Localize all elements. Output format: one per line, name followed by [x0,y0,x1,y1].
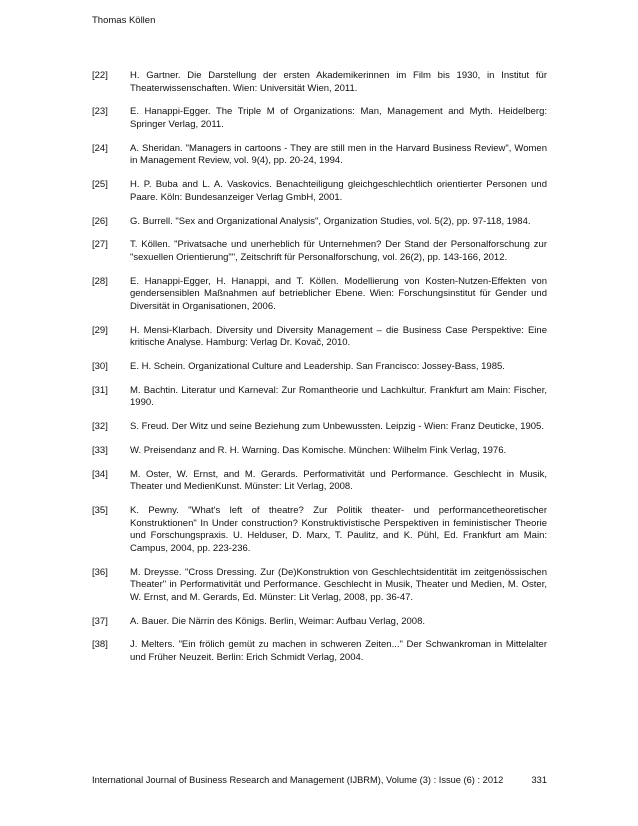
reference-item [92,216,547,229]
reference-text: A. Bauer. Die Närrin des Königs. Berlin, Weimar: Aufbau Verlag, 2008. [130,615,426,627]
reference-number: [22] [92,70,108,81]
page-number: 331 [531,775,547,785]
reference-text: T. Köllen. "Privatsache und unerheblich für Unternehmen? Der Stand der Personalforschung zur "sexuellen Orientierung"", Zeitschrift für Personalforschung, vol. 26(2), pp. 143-166, 2012. [130,239,547,263]
reference-number: [35] [92,505,108,517]
reference-item [92,106,547,131]
reference-text: W. Preisendanz and R. H. Warning. Das Komische. München: Wilhelm Fink Verlag, 1976. [130,444,507,456]
reference-item [92,179,547,204]
reference-number: [27] [92,239,108,251]
reference-text: E. Hanappi-Egger, H. Hanappi, and T. Köllen. Modellierung von Kosten-Nutzen-Effekten von gendersensiblen Maßnahmen auf betrieblicher Ebene. Wien: Forschungsinstitut für Gender und Diversität in Organisationen, 2006. [130,275,547,312]
reference-item [92,325,547,350]
reference-item [92,616,547,629]
reference-text: K. Pewny. "What's left of theatre? Zur Politik theater- und performancetheoretischer Konstruktionen" In Under construction? Konstruktivistische Perspektiven in feministischer Theorie und Forschungspraxis. U. Helduser, D. Marx, T. Paulitz, and K. Pühl, Ed. Frankfurt am Main: Campus, 2004, pp. 223-236. [130,505,547,554]
reference-item [92,505,547,555]
reference-text: S. Freud. Der Witz und seine Beziehung zum Unbewussten. Leipzig - Wien: Franz Deuticke, 1905. [130,421,544,433]
page-footer [92,775,547,785]
reference-number: [34] [92,468,108,480]
reference-item [92,70,547,95]
reference-number: [37] [92,615,108,627]
reference-item [92,421,547,434]
reference-number: [28] [92,275,108,287]
reference-item [92,445,547,458]
reference-number: [29] [92,324,108,336]
reference-item [92,143,547,168]
reference-text: J. Melters. "Ein frölich gemüt zu machen in schweren Zeiten..." Der Schwankroman in Mittelalter und Früher Neuzeit. Berlin: Erich Schmidt Verlag, 2004. [130,639,547,663]
reference-text: A. Sheridan. "Managers in cartoons - They are still men in the Harvard Business Review", Women in Management Review, vol. 9(4), pp. 20-24, 1994. [130,142,547,167]
reference-item [92,469,547,494]
reference-number: [33] [92,444,108,456]
reference-list [92,70,547,676]
reference-number: [23] [92,106,108,118]
reference-item [92,239,547,264]
reference-number: [25] [92,179,108,191]
reference-item [92,361,547,374]
reference-item [92,567,547,605]
reference-text: E. H. Schein. Organizational Culture and Leadership. San Francisco: Jossey-Bass, 1985. [130,361,505,372]
reference-number: [26] [92,215,108,227]
reference-text: M. Bachtin. Literatur und Karneval: Zur Romantheorie und Lachkultur. Frankfurt am Main: Fischer, 1990. [130,384,547,409]
reference-text: G. Burrell. "Sex and Organizational Analysis", Organization Studies, vol. 5(2), pp. 97-118, 1984. [130,215,531,227]
reference-number: [36] [92,566,108,578]
reference-text: H. Gartner. Die Darstellung der ersten Akademikerinnen im Film bis 1930, in Institut für Theaterwissenschaften. Wien: Universität Wien, 2011. [130,70,547,94]
reference-number: [31] [92,384,108,396]
reference-number: [24] [92,142,108,154]
reference-item [92,385,547,410]
reference-item [92,639,547,664]
reference-text: H. P. Buba and L. A. Vaskovics. Benachteiligung gleichgeschlechtlich orientierter Personen und Paare. Köln: Bundesanzeiger Verlag GmbH, 2001. [130,179,547,203]
journal-citation: International Journal of Business Research and Management (IJBRM), Volume (3) : Issue (6) : 2012 [92,775,504,785]
reference-number: [38] [92,639,108,651]
reference-number: [30] [92,361,108,372]
reference-number: [32] [92,421,108,433]
reference-text: M. Dreysse. "Cross Dressing. Zur (De)Konstruktion von Geschlechtsidentität im zeitgenössischen Theater" in Performativität und Performance. Geschlecht in Musik, Theater und Medien, M. Oster, W. Ernst, and M. Gerards, Ed. Münster: Lit Verlag, 2008, pp. 36-47. [130,566,547,603]
reference-text: E. Hanappi-Egger. The Triple M of Organizations: Man, Management and Myth. Heidelberg: Springer Verlag, 2011. [130,106,547,130]
reference-item [92,276,547,314]
reference-text: M. Oster, W. Ernst, and M. Gerards. Performativität und Performance. Geschlecht in Musik, Theater und MedienKunst. Münster: Lit Verlag, 2008. [130,468,547,493]
running-header: Thomas Köllen [92,15,156,26]
reference-text: H. Mensi-Klarbach. Diversity und Diversity Management – die Business Case Perspektive: Eine kritische Analyse. Hamburg: Verlag Dr. Kovač, 2010. [130,324,547,349]
